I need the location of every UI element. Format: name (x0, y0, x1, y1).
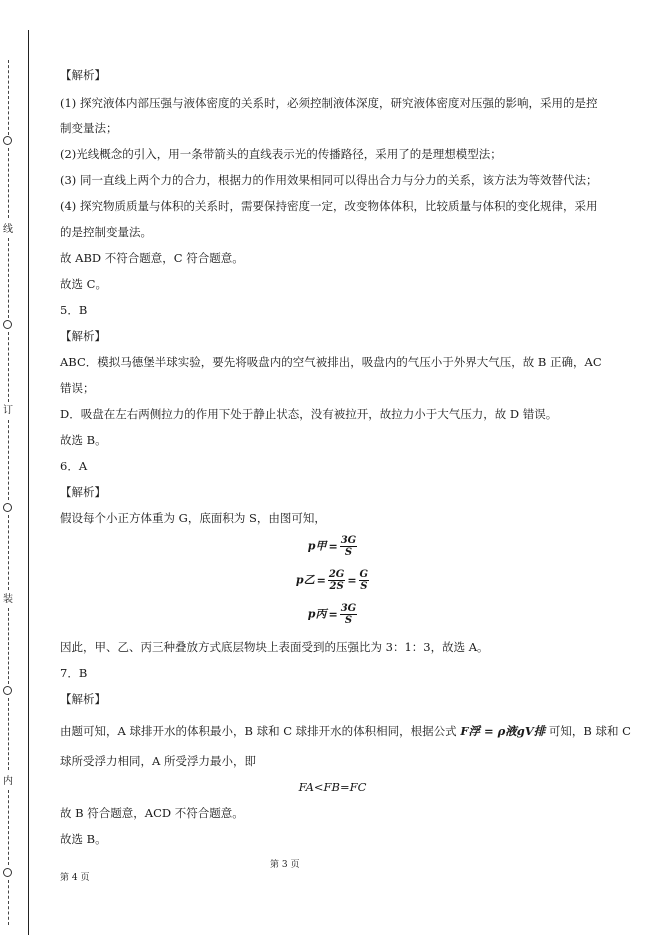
text-line: (3) 同一直线上两个力的合力，根据力的作用效果相同可以得出合力与分力的关系，该方法为等效替代法； (60, 173, 598, 187)
text-line: 由题可知，A 球排开水的体积最小，B 球和 C 球排开水的体积相同，根据公式 F浮 = ρ液gV排 可知，B 球和 C (60, 724, 631, 738)
formula-p-bing: p丙 = $\frac{3G}{S}$ (307, 603, 357, 626)
text-line: D．吸盘在左右两侧拉力的作用下处于静止状态，没有被拉开，故拉力小于大气压力，故 D 错误。 (60, 407, 558, 421)
binding-char: 内 (3, 776, 13, 787)
binding-char: 装 (3, 594, 13, 605)
binding-line (28, 30, 29, 935)
binding-dots (8, 238, 9, 318)
text-line: (1) 探究液体内部压强与液体密度的关系时，必须控制液体深度，研究液体密度对压强的影响，采用的是控 (60, 96, 598, 110)
formula-lhs: p甲 (307, 539, 327, 553)
binding-dots (8, 608, 9, 684)
text-line: 假设每个小正方体重为 G，底面积为 S，由图可知， (60, 511, 326, 525)
page-number-left: 第 4 页 (60, 873, 90, 883)
text-line: 因此，甲、乙、丙三种叠放方式底层物块上表面受到的压强比为 3：1：3，故选 A。 (60, 640, 489, 654)
formula-lhs: p乙 (295, 573, 315, 587)
binding-hole (3, 686, 12, 695)
text-line: ABC．模拟马德堡半球实验，要先将吸盘内的空气被排出，吸盘内的气压小于外界大气压，故 B 正确，AC (60, 355, 602, 369)
analysis-heading: 【解析】 (60, 329, 106, 343)
binding-dots (8, 790, 9, 865)
text-line: 制变量法； (60, 121, 118, 135)
binding-hole (3, 136, 12, 145)
binding-margin (0, 0, 30, 935)
page-number-center: 第 3 页 (270, 860, 300, 870)
binding-dots (8, 148, 9, 218)
binding-char: 订 (3, 405, 13, 416)
formula-lhs: p丙 (307, 607, 327, 621)
force-comparison: FA<FB=FC (298, 780, 367, 794)
fraction: $\frac{G}{S}$ (359, 569, 369, 592)
answer-number: 7．B (60, 666, 88, 680)
answer-number: 5．B (60, 303, 88, 317)
binding-dots (8, 420, 9, 500)
binding-hole (3, 868, 12, 877)
fraction: $\frac{3G}{S}$ (340, 603, 357, 626)
binding-dots (8, 332, 9, 402)
text-line: 故选 B。 (60, 433, 107, 447)
binding-char: 线 (3, 224, 13, 235)
binding-dots (8, 880, 9, 925)
fraction: $\frac{2G}{2S}$ (328, 569, 345, 592)
buoyancy-formula: F浮 = ρ液gV排 (460, 724, 546, 738)
binding-hole (3, 320, 12, 329)
fraction: $\frac{3G}{S}$ (340, 535, 357, 558)
analysis-heading: 【解析】 (60, 68, 106, 82)
text-line: 的是控制变量法。 (60, 225, 152, 239)
binding-dots (8, 698, 9, 770)
text-line: 故选 C。 (60, 277, 107, 291)
text-line: (2)光线概念的引入，用一条带箭头的直线表示光的传播路径，采用了的是理想模型法； (60, 147, 502, 161)
answer-number: 6．A (60, 459, 88, 473)
binding-dots (8, 515, 9, 590)
binding-hole (3, 503, 12, 512)
text-line: 故选 B。 (60, 832, 107, 846)
text-line: (4) 探究物质质量与体积的关系时，需要保持密度一定，改变物体体积，比较质量与体积的变化规律，采用 (60, 199, 598, 213)
text-line: 球所受浮力相同，A 所受浮力最小，即 (60, 754, 256, 768)
analysis-heading: 【解析】 (60, 485, 106, 499)
text-line: 故 B 符合题意，ACD 不符合题意。 (60, 806, 244, 820)
binding-dots (8, 60, 9, 135)
formula-p-yi: p乙 = $\frac{2G}{2S}$ = $\frac{G}{S}$ (295, 569, 369, 592)
analysis-heading: 【解析】 (60, 692, 106, 706)
formula-p-jia: p甲 = $\frac{3G}{S}$ (307, 535, 357, 558)
text-line: 错误； (60, 381, 95, 395)
text-line: 故 ABD 不符合题意，C 符合题意。 (60, 251, 244, 265)
